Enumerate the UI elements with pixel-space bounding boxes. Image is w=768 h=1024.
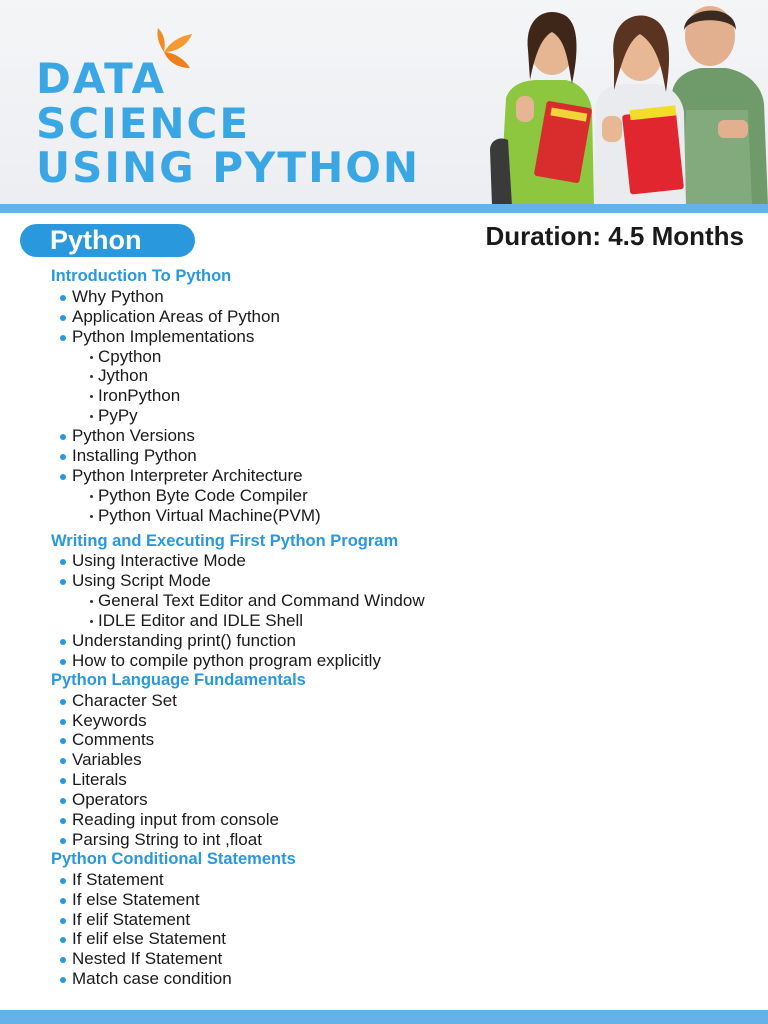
students-photo bbox=[486, 0, 768, 206]
list-item: Match case condition bbox=[0, 969, 768, 989]
sub-list-item: Cpython bbox=[0, 347, 768, 367]
list-item: Application Areas of Python bbox=[0, 307, 768, 327]
list-item: Nested If Statement bbox=[0, 949, 768, 969]
sub-list-item: IDLE Editor and IDLE Shell bbox=[0, 611, 768, 631]
header-divider bbox=[0, 204, 768, 213]
list-item: Character Set bbox=[0, 691, 768, 711]
section-heading: Writing and Executing First Python Program bbox=[51, 531, 399, 550]
list-item: Parsing String to int ,float bbox=[0, 830, 768, 850]
list-item: If else Statement bbox=[0, 890, 768, 910]
sub-list-item: Python Byte Code Compiler bbox=[0, 486, 768, 506]
list-item: If elif else Statement bbox=[0, 929, 768, 949]
list-item: Keywords bbox=[0, 711, 768, 731]
list-item: If elif Statement bbox=[0, 910, 768, 930]
course-label-pill: Python bbox=[20, 224, 195, 257]
title-line-1: DATA bbox=[36, 54, 167, 103]
list-item: Variables bbox=[0, 750, 768, 770]
sub-list-item: IronPython bbox=[0, 386, 768, 406]
section-heading: Python Conditional Statements bbox=[51, 849, 296, 868]
sub-list-item: General Text Editor and Command Window bbox=[0, 591, 768, 611]
list-item: Installing Python bbox=[0, 446, 768, 466]
list-item: If Statement bbox=[0, 870, 768, 890]
course-duration: Duration: 4.5 Months bbox=[485, 221, 744, 251]
section-heading: Python Language Fundamentals bbox=[51, 670, 306, 689]
syllabus-list bbox=[0, 267, 768, 989]
list-item: Why Python bbox=[0, 287, 768, 307]
title-line-3: USING PYTHON bbox=[36, 143, 421, 192]
list-item: Python Interpreter Architecture bbox=[0, 466, 768, 486]
footer-divider bbox=[0, 1010, 768, 1024]
title-line-2: SCIENCE bbox=[36, 99, 251, 148]
list-item: Using Script Mode bbox=[0, 571, 768, 591]
section-heading: Introduction To Python bbox=[51, 267, 232, 285]
list-item: Literals bbox=[0, 770, 768, 790]
sub-list-item: Python Virtual Machine(PVM) bbox=[0, 506, 768, 526]
header-banner bbox=[0, 0, 768, 206]
list-item: Understanding print() function bbox=[0, 631, 768, 651]
list-item: Python Versions bbox=[0, 426, 768, 446]
list-item: Using Interactive Mode bbox=[0, 551, 768, 571]
list-item: Python Implementations bbox=[0, 327, 768, 347]
list-item: How to compile python program explicitly bbox=[0, 651, 768, 671]
sub-list-item: PyPy bbox=[0, 406, 768, 426]
list-item: Operators bbox=[0, 790, 768, 810]
list-item: Reading input from console bbox=[0, 810, 768, 830]
sub-list-item: Jython bbox=[0, 366, 768, 386]
list-item: Comments bbox=[0, 730, 768, 750]
